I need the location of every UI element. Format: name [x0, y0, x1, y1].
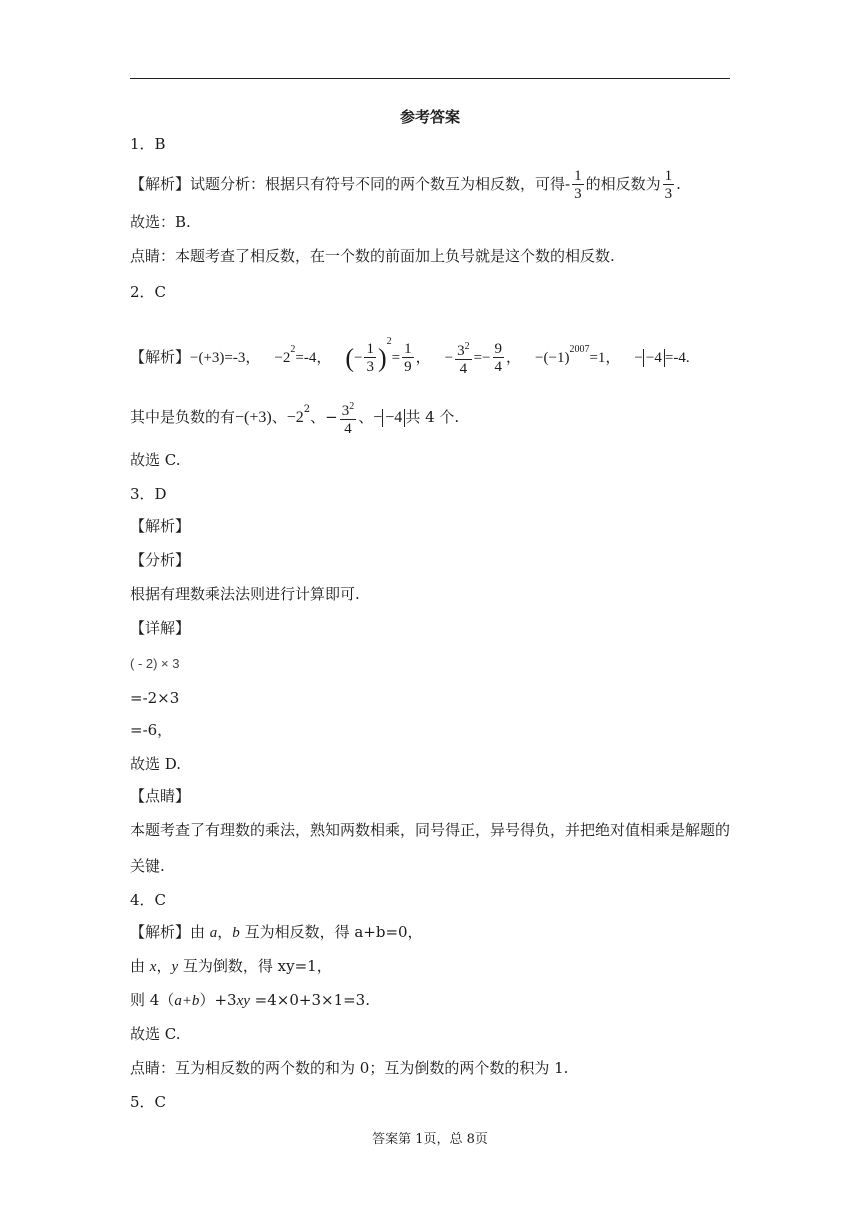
q2-neg-prefix: 其中是负数的有 [130, 408, 236, 426]
q1-explain-prefix: 【解析】试题分析：根据只有符号不同的两个数互为相反数，可得- [130, 175, 571, 193]
q2-expr-4-frac [455, 339, 472, 378]
q2-e5-rest: =1， [589, 350, 621, 366]
q1-explain-mid: 的相反数为 [585, 175, 661, 193]
q2-neg-3-frac [340, 399, 357, 438]
q1-frac1-num: 1 [574, 167, 582, 184]
q2-e3-end: ， [415, 350, 431, 366]
q2-n3-numexp: 2 [349, 400, 355, 412]
q2-expr-3-result [402, 341, 414, 376]
q2-e4-den: 4 [459, 361, 468, 378]
q2-e4-eq: =− [473, 350, 491, 366]
q2-neg-suffix: 共 4 个. [405, 408, 460, 426]
q4-var-a: a [209, 925, 218, 941]
q2-sep-3: 、 [358, 408, 374, 426]
q4-l1a: 【解析】由 [130, 923, 210, 941]
q4-l1c: 互为相反数，得 a+b=0， [239, 923, 423, 941]
q3-comment-2: 关键. [130, 857, 165, 875]
q2-e3-den: 3 [366, 359, 374, 376]
q3-comment-1: 本题考查了有理数的乘法，熟知两数相乘，同号得正，异号得负，并把绝对值相乘是解题的 [130, 821, 731, 839]
q2-neg-2-exp: 2 [303, 404, 311, 415]
q2-e6-abs: −4 [643, 349, 665, 367]
q4-l1b: ， [217, 923, 233, 941]
q2-e4-num-wrap [455, 339, 472, 360]
page-footer: 答案第 1页，总 8页 [372, 1132, 488, 1147]
q1-frac2-num: 1 [664, 167, 673, 184]
q4-var-ab: a+b [174, 993, 200, 1009]
q4-line-3 [130, 990, 370, 1011]
q2-e4-end: ， [506, 350, 522, 366]
q4-l2b: ， [156, 957, 172, 975]
q2-expr-2-exp: 2 [290, 344, 296, 355]
q1-fraction-1 [572, 168, 584, 203]
q5-answer: 5．C [130, 1093, 167, 1111]
q2-e5-exp: 2007 [569, 344, 590, 355]
q3-step-2: =-6， [130, 721, 173, 739]
q2-label: 【解析】 [130, 350, 191, 366]
q2-expr-3-frac [364, 341, 376, 376]
q4-l3c: =4×0+3×1=3. [249, 991, 370, 1009]
q1-comment: 点睛：本题考查了相反数，在一个数的前面加上负号就是这个数的相反数. [130, 247, 615, 265]
q3-method: 根据有理数乘法法则进行计算即可. [130, 585, 360, 603]
q1-explanation [130, 164, 681, 204]
q2-e4-numexp: 2 [464, 341, 470, 353]
q2-e3-rnum: 1 [404, 341, 412, 358]
q2-e4-rden: 4 [494, 359, 503, 376]
q4-answer: 4．C [130, 891, 167, 909]
q4-var-y: y [171, 959, 179, 975]
q4-var-xy: xy [236, 993, 250, 1009]
q2-negatives: 其中是负数的有−(+3)、$-2^2$、− $\frac{3^2}{4}$ 、− −4 共 4 个. [130, 400, 460, 437]
q2-e3-num: 1 [366, 341, 374, 358]
q3-step-1: =-2×3 [130, 689, 180, 707]
q1-explain-end: . [676, 175, 681, 193]
q3-analysis-label: 【解析】 [130, 517, 191, 535]
q4-var-x: x [149, 959, 157, 975]
q4-l2c: 互为倒数，得 xy=1， [178, 957, 332, 975]
q4-choose: 故选 C. [130, 1025, 181, 1043]
q2-e4-num: 3 [457, 343, 465, 360]
q2-n4-pre: − [373, 409, 383, 426]
q2-answer: 2．C [130, 283, 167, 301]
q2-expr-1: −(+3)=-3， [190, 350, 261, 366]
q3-comment-label: 【点睛】 [130, 787, 191, 805]
q4-var-b: b [232, 925, 240, 941]
q1-choose: 故选：B. [130, 213, 191, 231]
q4-line-1 [130, 922, 423, 943]
q2-e4-rnum: 9 [494, 341, 503, 358]
q3-fenxi-label: 【分析】 [130, 551, 191, 569]
q2-expr-4-result [493, 341, 505, 376]
q1-fraction-2 [663, 168, 675, 203]
q4-line-2 [130, 956, 332, 977]
q2-expr-2-base: −2 [274, 350, 291, 366]
q2-neg-1: −(+3) [235, 409, 272, 426]
q2-e6-pre: − [634, 350, 643, 366]
q3-choose: 故选 D. [130, 755, 182, 773]
q2-expr-5: −(−1) [535, 350, 570, 366]
q2-n3-den: 4 [344, 420, 352, 437]
q2-e6-rest: =-4. [664, 350, 690, 366]
q1-frac1-den: 3 [574, 185, 582, 202]
q3-expr: ( - 2) × 3 [130, 656, 180, 671]
q2-e3-exp: 2 [386, 336, 392, 347]
q4-l3a: 则 4（ [130, 991, 175, 1009]
q1-frac2-den: 3 [664, 185, 673, 202]
q4-l2a: 由 [130, 957, 150, 975]
header-rule [130, 78, 730, 79]
q4-comment: 点睛：互为相反数的两个数的和为 0；互为倒数的两个数的积为 1. [130, 1059, 569, 1077]
q2-sep-1: 、 [271, 408, 287, 426]
q2-neg-2-base: −2 [286, 409, 304, 426]
q1-answer: 1．B [130, 135, 166, 153]
q2-n3-num-wrap [340, 399, 357, 420]
q2-expr-2-rest: =-4， [295, 350, 332, 366]
q2-n4-abs: −4 [382, 409, 405, 427]
q2-sep-2: 、 [310, 408, 326, 426]
q3-answer: 3．D [130, 485, 167, 503]
q4-l3b: ）+3 [199, 991, 237, 1009]
q2-n3-num: 3 [341, 402, 350, 419]
q2-e3-rden: 9 [404, 359, 412, 376]
q2-e3-eq: = [391, 350, 401, 366]
q3-detail-label: 【详解】 [130, 619, 191, 637]
q2-choose: 故选 C. [130, 451, 181, 469]
q2-explanation: 【解析】−(+3)=-3， $-2^2=-4$， (− $\frac{1}{3}$ )$^2$= $\frac{1}{9}$ ， − $\frac{3^2}{4}$ =− $\frac{9}{4}$ ， $-(-1)^{2007}=1$， − −4 =-4. [130, 336, 690, 378]
page-title: 参考答案 [399, 108, 460, 126]
